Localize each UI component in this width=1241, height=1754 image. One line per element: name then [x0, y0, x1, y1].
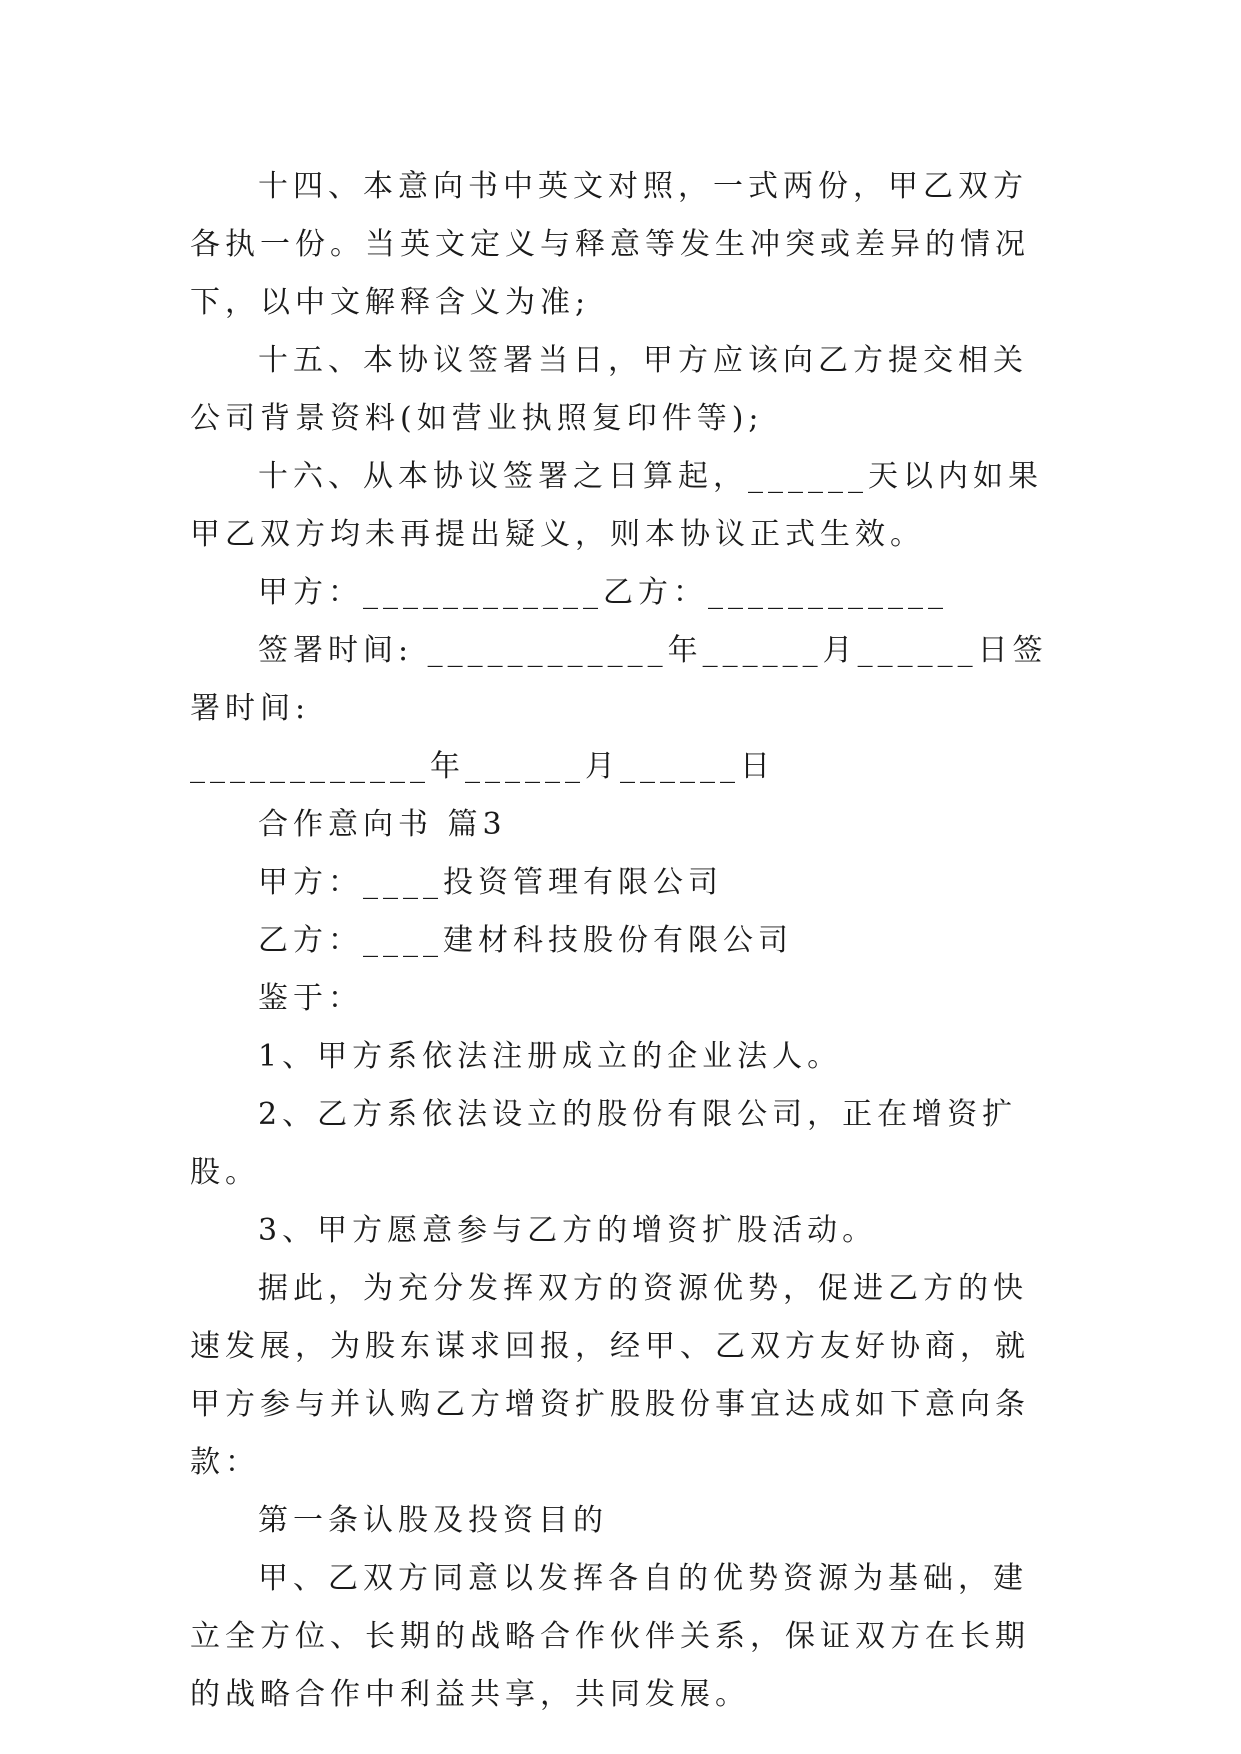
article-1-heading: 第一条认股及投资目的	[258, 1503, 608, 1538]
whereas-item-2: 2、乙方系依法设立的股份有限公司，正在增资扩股。	[190, 1097, 1018, 1190]
clause-14: 十四、本意向书中英文对照，一式两份，甲乙双方各执一份。当英文定义与释意等发生冲突或差异的情况下，以中文解释含义为准;	[190, 169, 1030, 320]
party-signature-line: 甲方：____________乙方：____________	[258, 575, 948, 610]
whereas-item-1: 1、甲方系依法注册成立的企业法人。	[258, 1039, 843, 1074]
signing-date-line: 签署时间: ____________年______月______日签署时间:	[190, 633, 1048, 726]
section-title: 合作意向书 篇3	[258, 807, 507, 842]
clause-16: 十六、从本协议签署之日算起，______天以内如果甲乙双方均未再提出疑义，则本协议正式生效。	[190, 459, 1043, 552]
whereas-heading: 鉴于：	[258, 981, 363, 1016]
clause-15: 十五、本协议签署当日，甲方应该向乙方提交相关公司背景资料(如营业执照复印件等);	[190, 343, 1028, 436]
preamble-paragraph: 据此，为充分发挥双方的资源优势，促进乙方的快速发展，为股东谋求回报，经甲、乙双方友好协商，就甲方参与并认购乙方增资扩股股份事宜达成如下意向条款：	[190, 1271, 1030, 1480]
signing-date-line-continued: ____________年______月______日	[190, 749, 775, 784]
article-1-body: 甲、乙双方同意以发挥各自的优势资源为基础，建立全方位、长期的战略合作伙伴关系，保证双方在长期的战略合作中利益共享，共同发展。	[190, 1561, 1030, 1712]
party-a: 甲方：____投资管理有限公司	[258, 865, 723, 900]
party-b: 乙方：____建材科技股份有限公司	[258, 923, 793, 958]
document-body	[190, 158, 1050, 1724]
whereas-item-3: 3、甲方愿意参与乙方的增资扩股活动。	[258, 1213, 878, 1248]
